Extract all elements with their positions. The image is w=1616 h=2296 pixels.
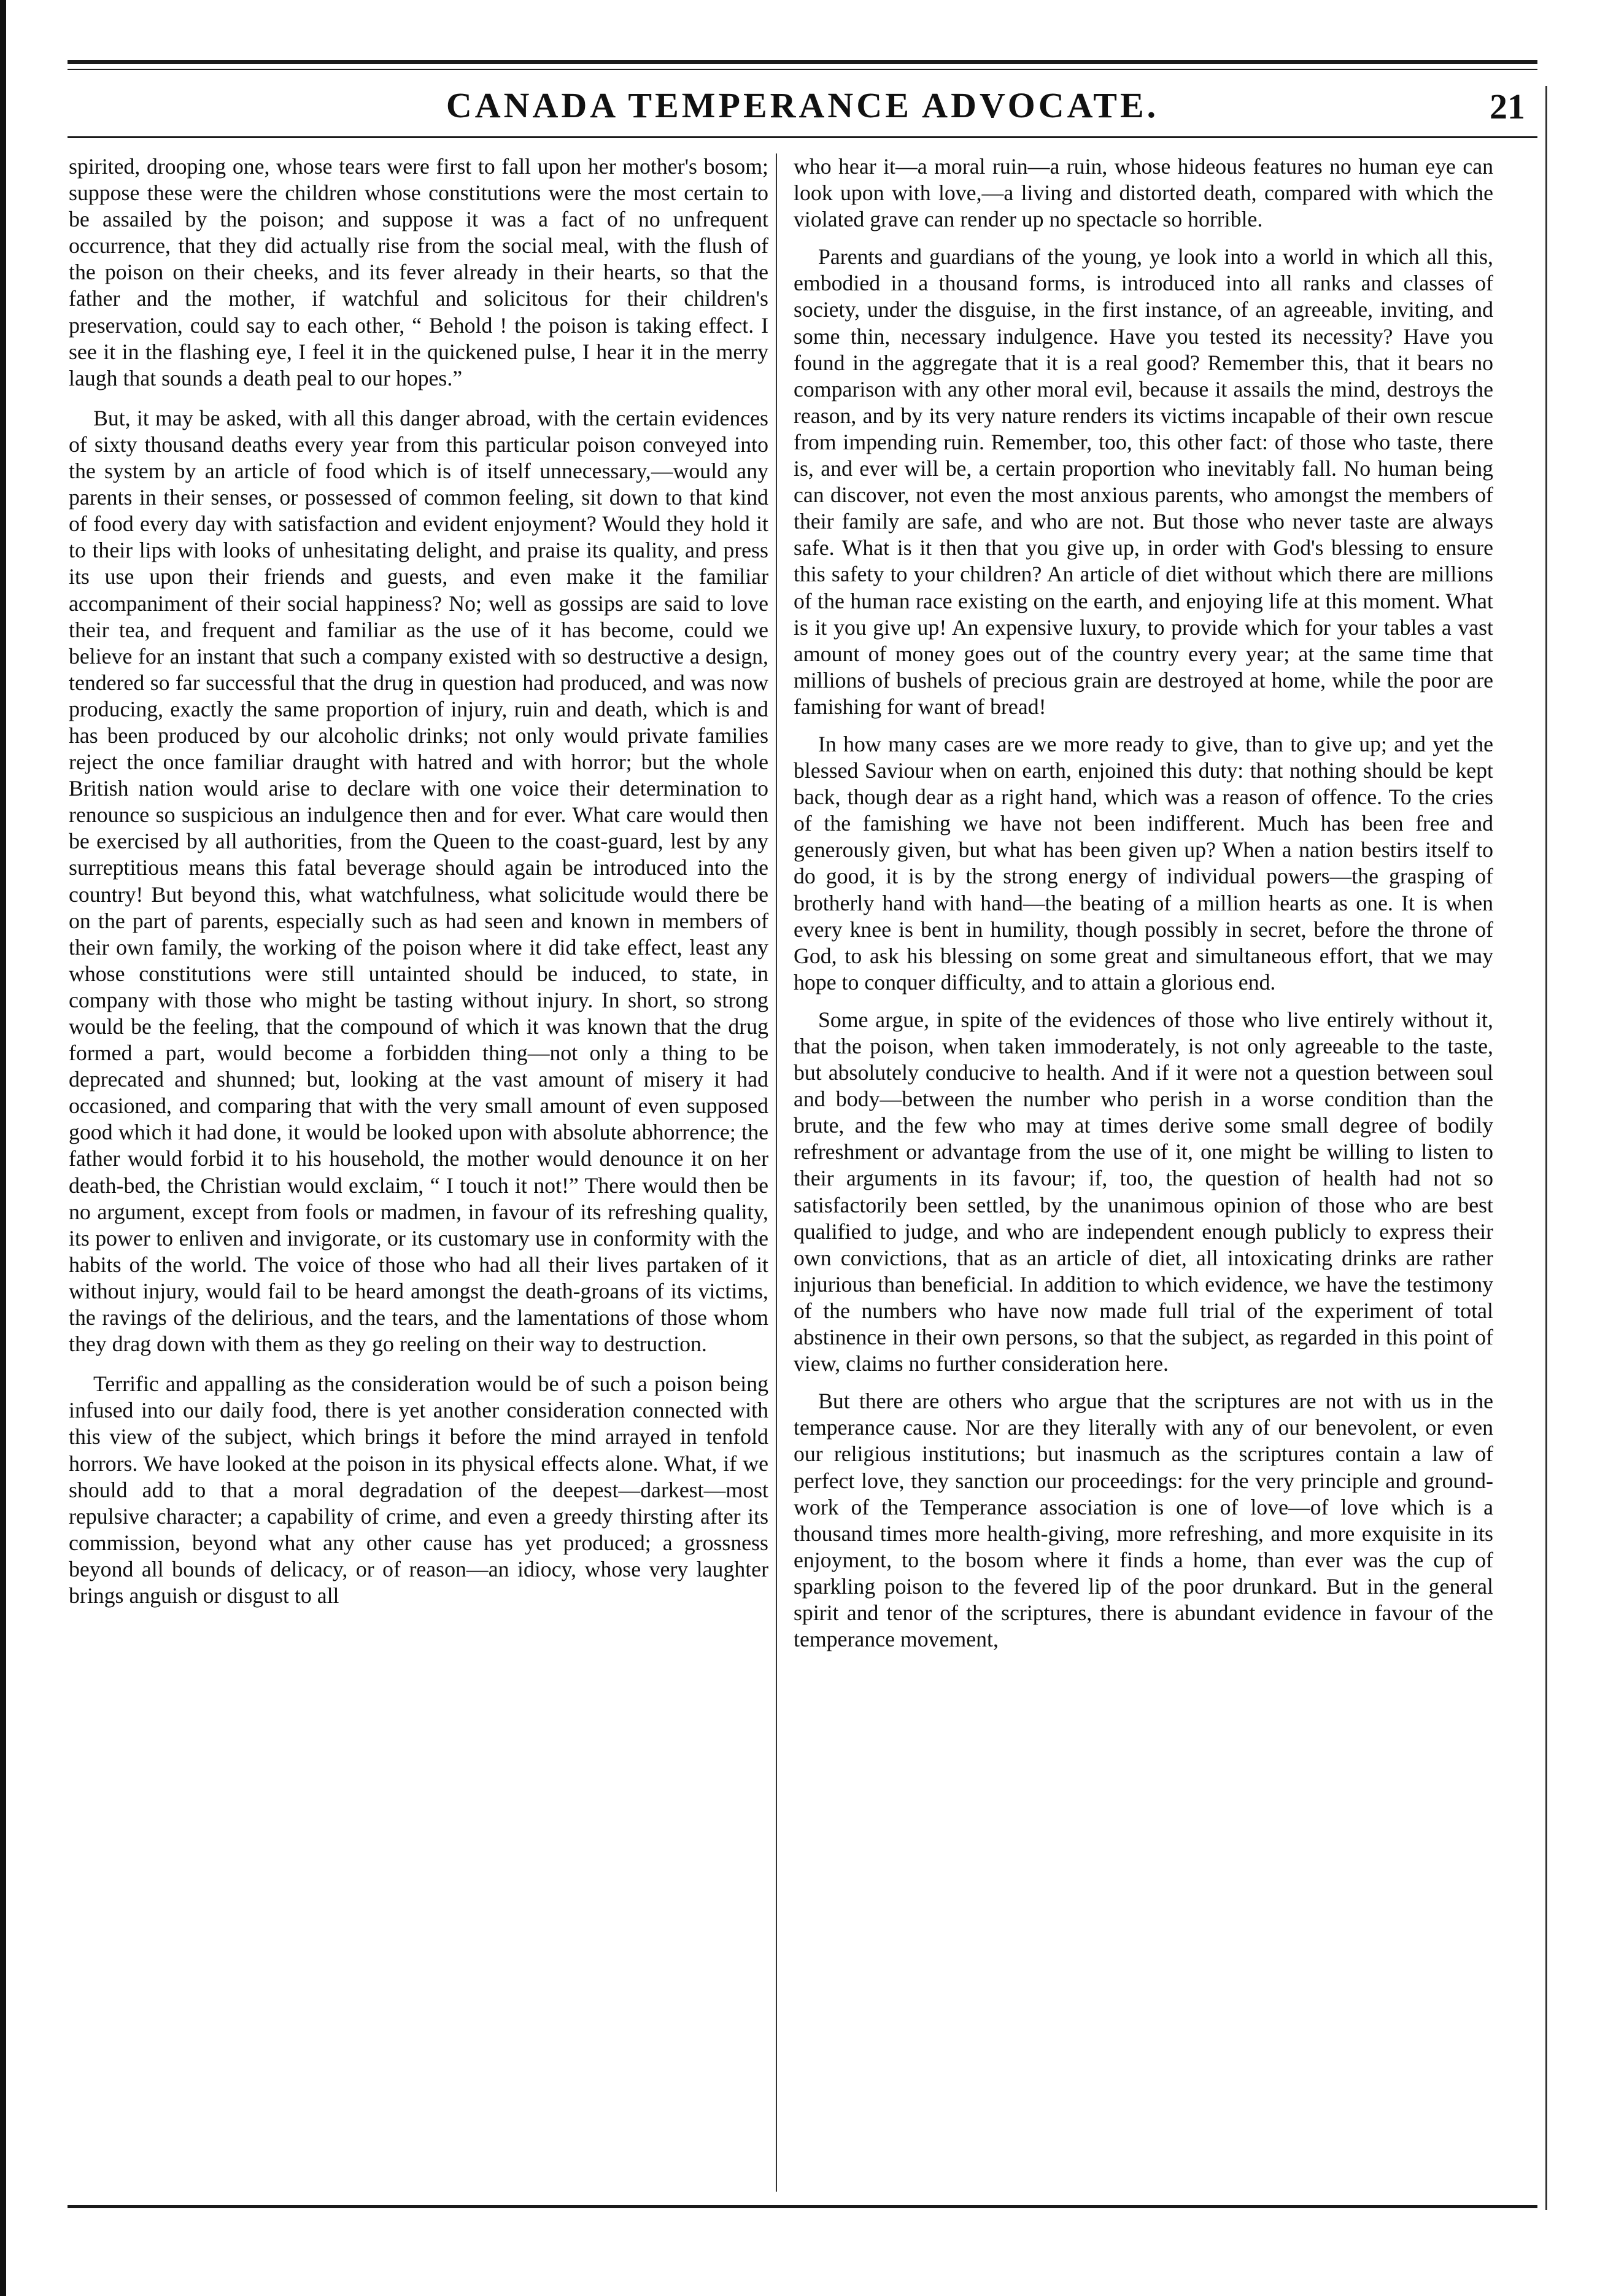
- binding-edge: [0, 0, 6, 2296]
- top-thin-rule: [68, 69, 1537, 70]
- journal-title: CANADA TEMPERANCE ADVOCATE.: [446, 85, 1159, 125]
- paragraph: But there are others who argue that the scriptures are not with us in the temperance cause. Nor are they literally with any of our benevolent, or even our religious institutions; but inasmuch as the scriptures contain a law of perfect love, they sanction our proceedings: for the very principle and ground-work of the Temperance association is one of love—of love which is a thousand times more health-giving, more refreshing, and more exquisite in its enjoyment, to the bosom where it finds a home, than ever was the cup of sparkling poison to the fevered lip of the poor drunkard. But in the general spirit and tenor of the scriptures, there is abundant evidence in favour of the temperance movement,: [794, 1389, 1493, 1652]
- top-rule: [68, 60, 1537, 64]
- column-divider: [776, 153, 777, 2192]
- right-column: [794, 153, 1493, 1664]
- paragraph: Some argue, in spite of the evidences of those who live entirely without it, that the poison, when taken immoderately, is not only agreeable to the taste, but absolutely conducive to health. And if it were not a question between soul and body—between the number who perish in a worse condition than the brute, and the few who may at times derive some small degree of bodily refreshment or advantage from the use of it, one might be willing to listen to their arguments in its favour; if, too, the question of health had not so satisfactorily been settled, by the unanimous opinion of those who are best qualified to judge, and who are independent enough publicly to express their own convictions, that as an article of diet, all intoxicating drinks are rather injurious than beneficial. In addition to which evidence, we have the testimony of the numbers who have now made full trial of the experiment of total abstinence in their own persons, so that the subject, as regarded in this point of view, claims no further consideration here.: [794, 1007, 1493, 1376]
- bottom-rule: [68, 2205, 1537, 2208]
- page-header: [68, 85, 1537, 128]
- page-number: 21: [1490, 87, 1525, 126]
- paragraph: But, it may be asked, with all this danger abroad, with the certain evidences of sixty thousand deaths every year from this particular poison conveyed into the system by an article of food which is of itself unnecessary,—would any parents in their senses, or possessed of common feeling, sit down to that kind of food every day with satisfaction and evident enjoyment? Would they hold it to their lips with looks of unhesitating delight, and praise its quality, and press its use upon their friends and guests, and even make it the familiar accompaniment of their social happiness? No; well as gossips are said to love their tea, and frequent and familiar as the use of it has become, could we believe for an instant that such a company existed with so destructive a design, tendered so far successful that the drug in question had produced, and was now producing, exactly the same proportion of injury, ruin and death, which is and has been produced by our alcoholic drinks; not only would private families reject the once familiar draught with hatred and with horror; but the whole British nation would arise to declare with one voice their determination to renounce so suspicious an indulgence then and for ever. What care would then be exercised by all authorities, from the Queen to the coast-guard, lest by any surreptitious means this fatal beverage should again be introduced into the country! But beyond this, what watchfulness, what solicitude would there be on the part of parents, especially such as had seen and known in members of their own family, the working of the poison where it did take effect, least any whose constitutions were still untainted should be induced, to state, in company with those who might be tasting without injury. In short, so strong would be the feeling, that the compound of which it was known that the drug formed a part, would become a forbidden thing—not only a thing to be deprecated and shunned; but, looking at the vast amount of misery it had occasioned, and comparing that with the very small amount of even supposed good which it had done, it would be looked upon with absolute abhorrence; the father would forbid it to his household, the mother would denounce it on her death-bed, the Christian would exclaim, “ I touch it not!” There would then be no argument, except from fools or madmen, in favour of its refreshing quality, its power to enliven and invigorate, or its customary use in conformity with the habits of the world. The voice of those who had all their lives partaken of it without injury, would fail to be heard amongst the death-groans of its victims, the ravings of the delirious, and the tears, and the lamentations of those whom they drag down with them as they go reeling on their way to destruction.: [69, 405, 768, 1357]
- right-edge-rule: [1545, 86, 1547, 2210]
- paragraph: Parents and guardians of the young, ye look into a world in which all this, embodied in a thousand forms, is introduced into all ranks and classes of society, under the disguise, in the first instance, of an agreeable, inviting, and some thin, necessary indulgence. Have you tested its necessity? Have you found in the aggregate that it is a real good? Remember this, that it bears no comparison with any other moral evil, because it assails the mind, destroys the reason, and by its very nature renders its victims incapable of their own rescue from impending ruin. Remember, too, this other fact: of those who taste, there is, and ever will be, a certain proportion who inevitably fall. No human being can discover, not even the most anxious parents, who amongst the members of their family are safe, and who are not. But those who never taste are always safe. What is it then that you give up, in order with God's blessing to ensure this safety to your children? An article of diet without which there are millions of the human race existing on the earth, and enjoying life at this moment. What is it you give up! An expensive luxury, to provide which for your tables a vast amount of money goes out of the country every year; at the same time that millions of bushels of precious grain are destroyed at home, while the poor are famishing for want of bread!: [794, 244, 1493, 719]
- paragraph: who hear it—a moral ruin—a ruin, whose hideous features no human eye can look upon with love,—a living and distorted death, compared with which the violated grave can render up no spectacle so horrible.: [794, 154, 1493, 232]
- left-column: [69, 153, 768, 1623]
- paragraph: spirited, drooping one, whose tears were first to fall upon her mother's bosom; suppose these were the children whose constitutions were the most certain to be assailed by the poison; and suppose it was a fact of no unfrequent occurrence, that they did actually rise from the social meal, with the flush of the poison on their cheeks, and its fever already in their hearts, so that the father and the mother, if watchful and solicitous for their children's preservation, could say to each other, “ Behold ! the poison is taking effect. I see it in the flashing eye, I feel it in the quickened pulse, I hear it in the merry laugh that sounds a death peal to our hopes.”: [69, 154, 768, 390]
- paragraph: Terrific and appalling as the consideration would be of such a poison being infused into our daily food, there is yet another consideration connected with this view of the subject, which brings it before the mind arrayed in tenfold horrors. We have looked at the poison in its physical effects alone. What, if we should add to that a moral degradation of the deepest—darkest—most repulsive character; a capability of crime, and even a greedy thirsting after its commission, beyond what any other cause has yet produced; a grossness beyond all bounds of delicacy, or of reason—an idiocy, whose very laughter brings anguish or disgust to all: [69, 1371, 768, 1608]
- header-rule: [68, 136, 1537, 138]
- paragraph: In how many cases are we more ready to give, than to give up; and yet the blessed Saviour when on earth, enjoined this duty: that nothing should be kept back, though dear as a right hand, which was a reason of offence. To the cries of the famishing we have not been indifferent. Much has been free and generously given, but what has been given up? When a nation bestirs itself to do good, it is by the strong energy of individual powers—the grasping of brotherly hand with hand—the beating of a million hearts as one. It is when every knee is bent in humility, though possibly in secret, before the throne of God, to ask his blessing on some great and simultaneous effort, that we may hope to conquer difficulty, and to attain a glorious end.: [794, 731, 1493, 995]
